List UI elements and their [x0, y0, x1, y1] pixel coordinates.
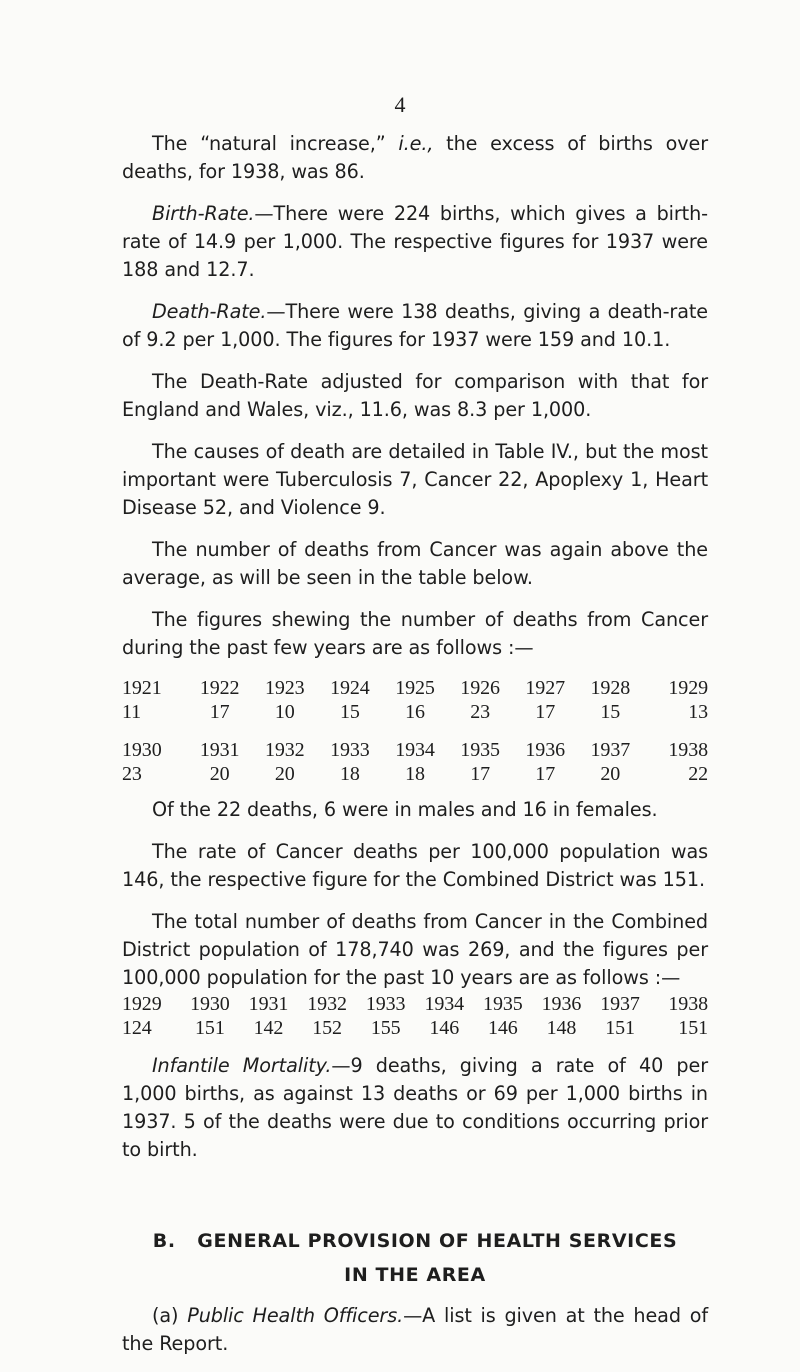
cancer-table-1921-1929 — [122, 676, 708, 724]
section-b-title: B. GENERAL PROVISION OF HEALTH SERVICES — [152, 1230, 678, 1252]
birth-rate-heading: Birth-Rate. — [152, 202, 255, 225]
table-row-years: 1921 1922 1923 1924 1925 1926 1927 1928 1929 — [122, 677, 708, 699]
public-health-officers-paragraph: (a) Public Health Officers.—A list is given at the head of the Report. — [122, 1304, 708, 1355]
cancer-figures-intro: The figures shewing the number of deaths from Cancer during the past few years are as follows :— — [122, 608, 708, 659]
causes-paragraph: The causes of death are detailed in Table IV., but the most important were Tuberculosis 7, Cancer 22, Apoplexy 1, Heart Disease 52, and Violence 9. — [122, 440, 708, 519]
combined-district-paragraph: The total number of deaths from Cancer in the Combined District population of 178,740 was 269, and the figures per 100,000 population for the past 10 years are as follows :— — [122, 910, 708, 989]
cancer-above-average-paragraph: The number of deaths from Cancer was again above the average, as will be seen in the table below. — [122, 538, 708, 589]
section-b-subtitle: IN THE AREA — [344, 1264, 486, 1286]
birth-rate-paragraph: Birth-Rate.—There were 224 births, which gives a birth-rate of 14.9 per 1,000. The respective figures for 1937 were 188 and 12.7. — [122, 202, 708, 281]
table-row-deaths: 11 17 10 15 16 23 17 15 13 — [122, 701, 708, 723]
cancer-deaths-table — [122, 676, 708, 786]
page-number: 4 — [394, 92, 406, 117]
infantile-mortality-paragraph: Infantile Mortality.—9 deaths, giving a rate of 40 per 1,000 births, as against 13 deaths or 69 per 1,000 births in 1937. 5 of the deaths were due to conditions occurring prior to birth. — [122, 1054, 708, 1161]
death-rate-heading: Death-Rate. — [152, 300, 267, 323]
combined-district-table — [122, 992, 708, 1040]
combined-rates-table — [122, 992, 708, 1040]
death-rate-paragraph: Death-Rate.—There were 138 deaths, giving a death-rate of 9.2 per 1,000. The figures for 1937 were 159 and 10.1. — [122, 300, 708, 351]
table-row-deaths: 23 20 20 18 18 17 17 20 22 — [122, 763, 708, 785]
cancer-table-1930-1938 — [122, 738, 708, 786]
natural-increase-paragraph: The “natural increase,” i.e., the excess of births over deaths, for 1938, was 86. — [122, 132, 708, 183]
table-row-rates: 124 151 142 152 155 146 146 148 151 151 — [122, 1017, 708, 1039]
public-health-officers-heading: Public Health Officers. — [187, 1304, 404, 1327]
cancer-rate-paragraph: The rate of Cancer deaths per 100,000 population was 146, the respective figure for the Combined District was 151. — [122, 840, 708, 891]
table-row-years: 1929 1930 1931 1932 1933 1934 1935 1936 1937 1938 — [122, 993, 708, 1015]
table-row-years: 1930 1931 1932 1933 1934 1935 1936 1937 1938 — [122, 739, 708, 761]
adjusted-rate-paragraph: The Death-Rate adjusted for comparison with that for England and Wales, viz., 11.6, was 8.3 per 1,000. — [122, 370, 708, 421]
section-b-heading — [122, 1224, 708, 1292]
ie-abbrev: i.e., — [398, 132, 434, 155]
infantile-mortality-heading: Infantile Mortality. — [152, 1054, 332, 1077]
male-female-paragraph: Of the 22 deaths, 6 were in males and 16 in females. — [152, 798, 658, 821]
page-content — [122, 130, 708, 1372]
